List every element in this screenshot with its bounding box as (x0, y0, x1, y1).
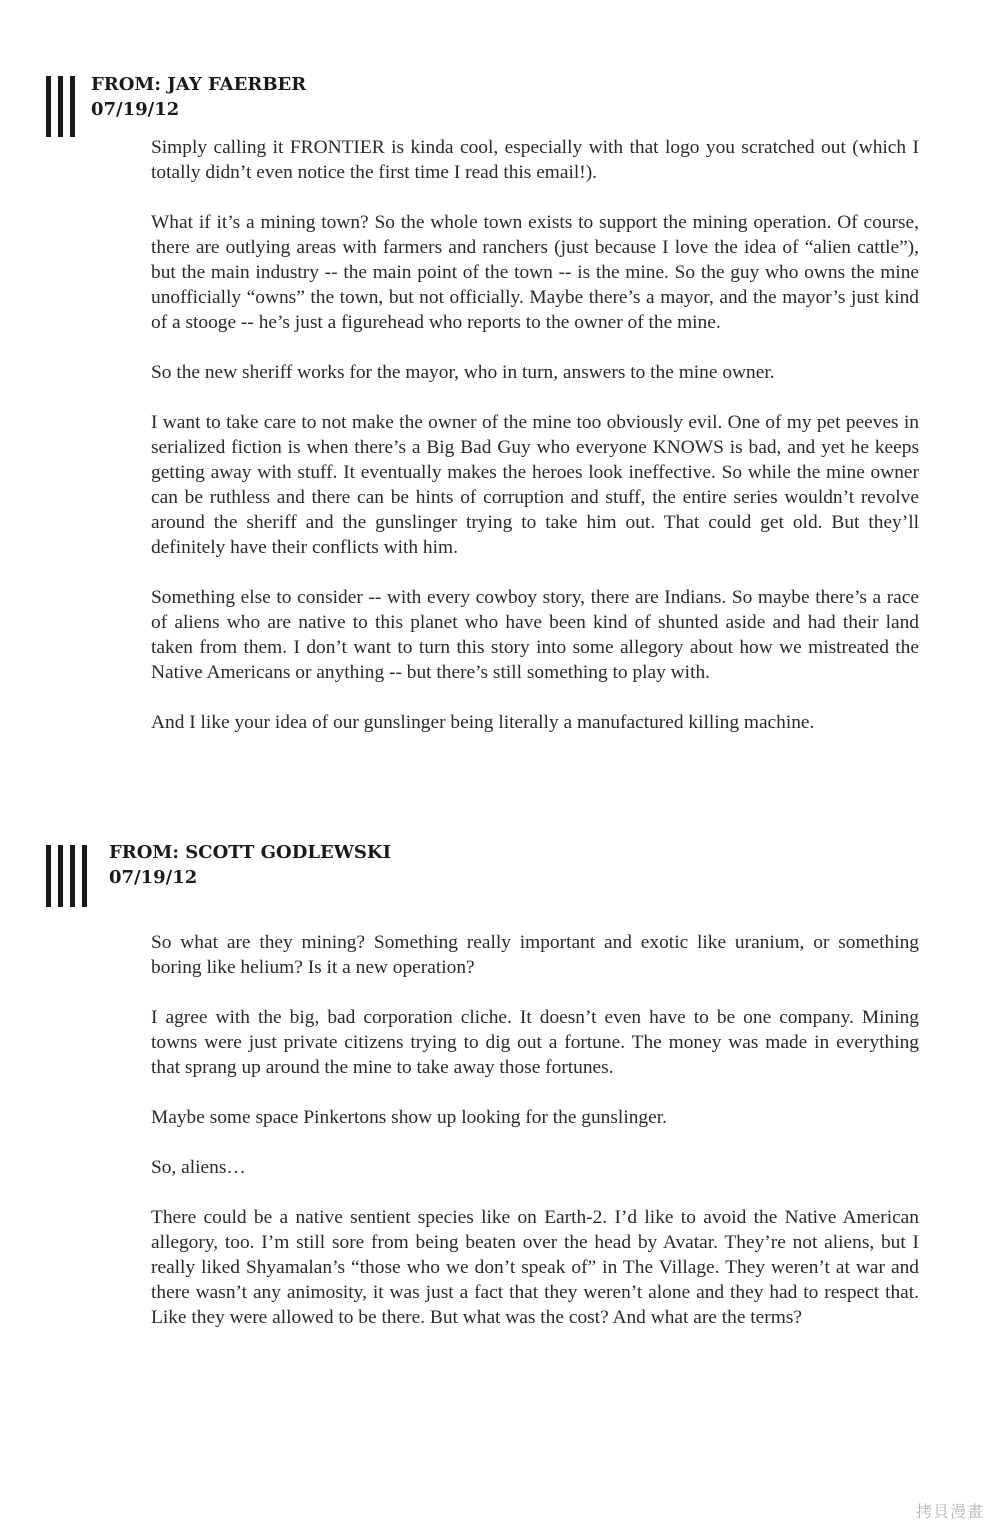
tally-mark (58, 845, 63, 907)
email-paragraph: So what are they mining? Something really important and exotic like uranium, or something boring like helium? Is it a new operation? (151, 932, 919, 978)
watermark: 拷貝漫畫 (915, 1502, 984, 1521)
email-header (91, 72, 306, 122)
tally-mark (70, 76, 75, 137)
email-body (151, 135, 919, 735)
email-paragraph: And I like your idea of our gunslinger being literally a manufactured killing machine. (151, 712, 815, 733)
email-paragraph: Maybe some space Pinkertons show up looking for the gunslinger. (151, 1107, 667, 1128)
tally-mark (58, 76, 63, 137)
tally-marks-icon (46, 76, 75, 137)
tally-mark (46, 76, 51, 137)
email-paragraph: Something else to consider -- with every cowboy story, there are Indians. So maybe there’s a race of aliens who are native to this planet who have been kind of shunted aside and had their land taken from them. I don’t want to turn this story into some allegory about how we mistreated the Native Americans or anything -- but there’s still something to play with. (151, 587, 919, 683)
email-header (109, 840, 391, 890)
tally-mark (82, 845, 87, 907)
email-paragraph: Simply calling it FRONTIER is kinda cool, especially with that logo you scratched out (which I totally didn’t even notice the first time I read this email!). (151, 137, 919, 183)
email-paragraph: There could be a native sentient species like on Earth-2. I’d like to avoid the Native American allegory, too. I’m still sore from being beaten over the head by Avatar. They’re not aliens, but I really liked Shyamalan’s “those who we don’t speak of” in The Village. They weren’t at war and there wasn’t any animosity, it was just a fact that they weren’t alone and they had to respect that. Like they were allowed to be there. But what was the cost? And what are the terms? (151, 1207, 919, 1328)
email-from: FROM: JAY FAERBER (91, 74, 307, 95)
email-paragraph: So, aliens… (151, 1157, 246, 1178)
email-paragraph: What if it’s a mining town? So the whole town exists to support the mining operation. Of course, there are outlying areas with farmers and ranchers (just because I love the idea of “alien cattle”), but the main industry -- the main point of the town -- is the mine. So the guy who owns the mine unofficially “owns” the town, but not officially. Maybe there’s a mayor, and the mayor’s just kind of a stooge -- he’s just a figurehead who reports to the owner of the mine. (151, 212, 919, 333)
email-paragraph: I want to take care to not make the owner of the mine too obviously evil. One of my pet peeves in serialized fiction is when there’s a Big Bad Guy who everyone KNOWS is bad, and yet he keeps getting away with stuff. It eventually makes the heroes look ineffective. So while the mine owner can be ruthless and there can be hints of corruption and stuff, the entire series wouldn’t revolve around the sheriff and the gunslinger trying to take him out. That could get old. But they’ll definitely have their conflicts with him. (151, 412, 919, 558)
tally-mark (70, 845, 75, 907)
email-body (151, 930, 919, 1330)
tally-marks-icon (46, 845, 87, 907)
email-date: 07/19/12 (91, 99, 180, 120)
tally-mark (46, 845, 51, 907)
email-paragraph: I agree with the big, bad corporation cliche. It doesn’t even have to be one company. Mining towns were just private citizens trying to dig out a fortune. The money was made in everything that sprang up around the mine to take away those fortunes. (151, 1007, 919, 1078)
email-date: 07/19/12 (109, 867, 198, 888)
email-paragraph: So the new sheriff works for the mayor, who in turn, answers to the mine owner. (151, 362, 775, 383)
email-from: FROM: SCOTT GODLEWSKI (109, 842, 391, 863)
